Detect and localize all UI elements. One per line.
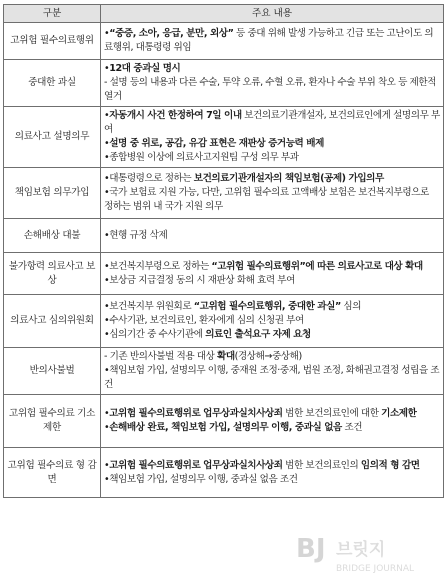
text-segment: 범한 보건의료인의	[282, 459, 361, 471]
table-row	[4, 107, 444, 168]
svg-text:BJ: BJ	[296, 534, 326, 564]
emphasis-text: 보건의료기관개설자의 책임보험(공제) 가입의무	[193, 173, 384, 184]
emphasis-text: “중증, 소아, 응급, 분만, 외상”	[109, 28, 234, 39]
text-segment: •현행 규정 삭제	[104, 229, 168, 241]
content-line	[104, 76, 440, 104]
text-segment: •책임보험 가입, 설명의무 이행, 중과실 없음 조건	[104, 473, 298, 485]
text-segment: •	[104, 138, 110, 149]
row-category: 손해배상 대불	[4, 219, 101, 253]
table-row	[4, 395, 444, 448]
table-row	[4, 448, 444, 498]
text-segment: •보건복지부령으로 정하는	[104, 260, 212, 272]
content-line	[104, 300, 440, 314]
emphasis-text: 의료인 출석요구 자제 요청	[205, 329, 311, 340]
content-line	[104, 473, 440, 487]
text-segment: •보건복지부 위원회로	[104, 301, 194, 312]
row-category: 고위험 필수의료 기소제한	[4, 395, 101, 448]
policy-table	[3, 4, 444, 498]
text-segment: 심의	[340, 301, 362, 312]
text-segment: •보상금 지급결정 동의 시 재판상 화해 효력 부여	[104, 274, 295, 286]
row-category: 반의사불벌	[4, 348, 101, 395]
emphasis-text: 자동개시 사건 한정하여 7일 이내	[109, 110, 242, 121]
text-segment: •대통령령으로 정하는	[104, 173, 194, 184]
content-line	[104, 328, 440, 342]
row-content	[101, 395, 444, 448]
content-line	[104, 459, 440, 473]
table-row	[4, 253, 444, 295]
content-line	[104, 364, 440, 392]
table-row	[4, 60, 444, 107]
table-row	[4, 348, 444, 395]
emphasis-text: 고위험 필수의료행위로 업무상과실치사상죄	[109, 408, 283, 419]
svg-text:브릿지: 브릿지	[336, 540, 386, 560]
row-content	[101, 448, 444, 498]
row-content	[101, 295, 444, 348]
emphasis-text: 12대 중과실 명시	[109, 63, 181, 74]
row-content	[101, 348, 444, 395]
row-category: 책임보험 의무가입	[4, 168, 101, 219]
text-segment: •종합병원 이상에 의료사고지원팀 구성 의무 부과	[104, 152, 299, 163]
content-line	[104, 62, 440, 76]
text-segment: •책임보험 가입, 설명의무 이행, 중재원 조정·중재, 법원 조정, 화해권고결정 성립을 조건	[104, 365, 440, 390]
svg-text:BRIDGE JOURNAL: BRIDGE JOURNAL	[336, 564, 415, 574]
content-line	[104, 186, 440, 214]
row-category: 고위험 필수의료 형 감면	[4, 448, 101, 498]
text-segment: •국가 보험료 지원 가능, 다만, 고위험 필수의료 고액배상 보험은 보건복지부령으로 정하는 범위 내 국가 지원 의무	[104, 187, 429, 212]
table-row	[4, 295, 444, 348]
row-content	[101, 168, 444, 219]
content-line	[104, 137, 440, 151]
row-category: 고위험 필수의료행위	[4, 23, 101, 60]
text-segment: 보건의료기관개설자, 보건의료인에게 설명의무 부여	[104, 110, 440, 135]
content-line	[104, 109, 440, 137]
row-content	[101, 107, 444, 168]
emphasis-text: “고위험 필수의료행위”에 따른 의료사고로 대상 확대	[211, 260, 423, 272]
text-segment: - 설명 등의 내용과 다른 수술, 투약 오류, 수혈 오류, 환자나 수술 부위 착오 등 제한적 열거	[104, 77, 436, 102]
row-content	[101, 23, 444, 60]
text-segment: (경상해→중상해)	[234, 351, 302, 362]
text-segment: •	[104, 110, 110, 121]
content-line	[104, 314, 440, 328]
emphasis-text: 임의적 형 감면	[360, 459, 420, 471]
table-row	[4, 168, 444, 219]
bridge-journal-watermark	[290, 529, 440, 579]
text-segment: •심의기간 중 수사기관에	[104, 329, 206, 340]
table-header-row	[4, 5, 444, 23]
table-row	[4, 219, 444, 253]
text-segment: •	[104, 408, 110, 419]
text-segment: - 기존 반의사불벌 적용 대상	[104, 351, 218, 362]
text-segment: 범한 보건의료인에 대한	[282, 408, 382, 419]
emphasis-text: 확대	[217, 351, 235, 362]
content-line	[104, 407, 440, 421]
text-segment: •	[104, 63, 110, 74]
emphasis-text: 설명 중 위로, 공감, 유감 표현은 재판상 증거능력 배제	[109, 138, 324, 149]
content-line	[104, 229, 440, 243]
table-row	[4, 23, 444, 60]
emphasis-text: 손해배상 완료, 책임보험 가입, 설명의무 이행, 중과실 없음	[109, 422, 342, 433]
text-segment: •	[104, 459, 110, 471]
content-line	[104, 260, 440, 274]
content-line	[104, 151, 440, 165]
content-line	[104, 27, 440, 55]
text-segment: 등 중대 위해 발생 가능하고 긴급 또는 고난이도 의료행위, 대통령령 위임	[104, 28, 434, 53]
emphasis-text: 기소제한	[381, 408, 417, 419]
row-content	[101, 253, 444, 295]
emphasis-text: 고위험 필수의료행위로 업무상과실치사상죄	[109, 459, 283, 471]
content-line	[104, 274, 440, 288]
emphasis-text: “고위험 필수의료행위, 중대한 과실”	[193, 301, 341, 312]
text-segment: •수사기관, 보건의료인, 환자에게 심의 신청권 부여	[104, 315, 304, 326]
row-category: 의료사고 설명의무	[4, 107, 101, 168]
content-line	[104, 421, 440, 435]
content-line	[104, 172, 440, 186]
row-category: 중대한 과실	[4, 60, 101, 107]
header-category: 구분	[4, 5, 101, 23]
header-content: 주요 내용	[101, 5, 444, 23]
content-line	[104, 350, 440, 364]
row-category: 의료사고 심의위원회	[4, 295, 101, 348]
row-content	[101, 219, 444, 253]
text-segment: •	[104, 422, 110, 433]
row-content	[101, 60, 444, 107]
row-category: 불가항력 의료사고 보상	[4, 253, 101, 295]
text-segment: 조건	[341, 422, 363, 433]
text-segment: •	[104, 28, 110, 39]
